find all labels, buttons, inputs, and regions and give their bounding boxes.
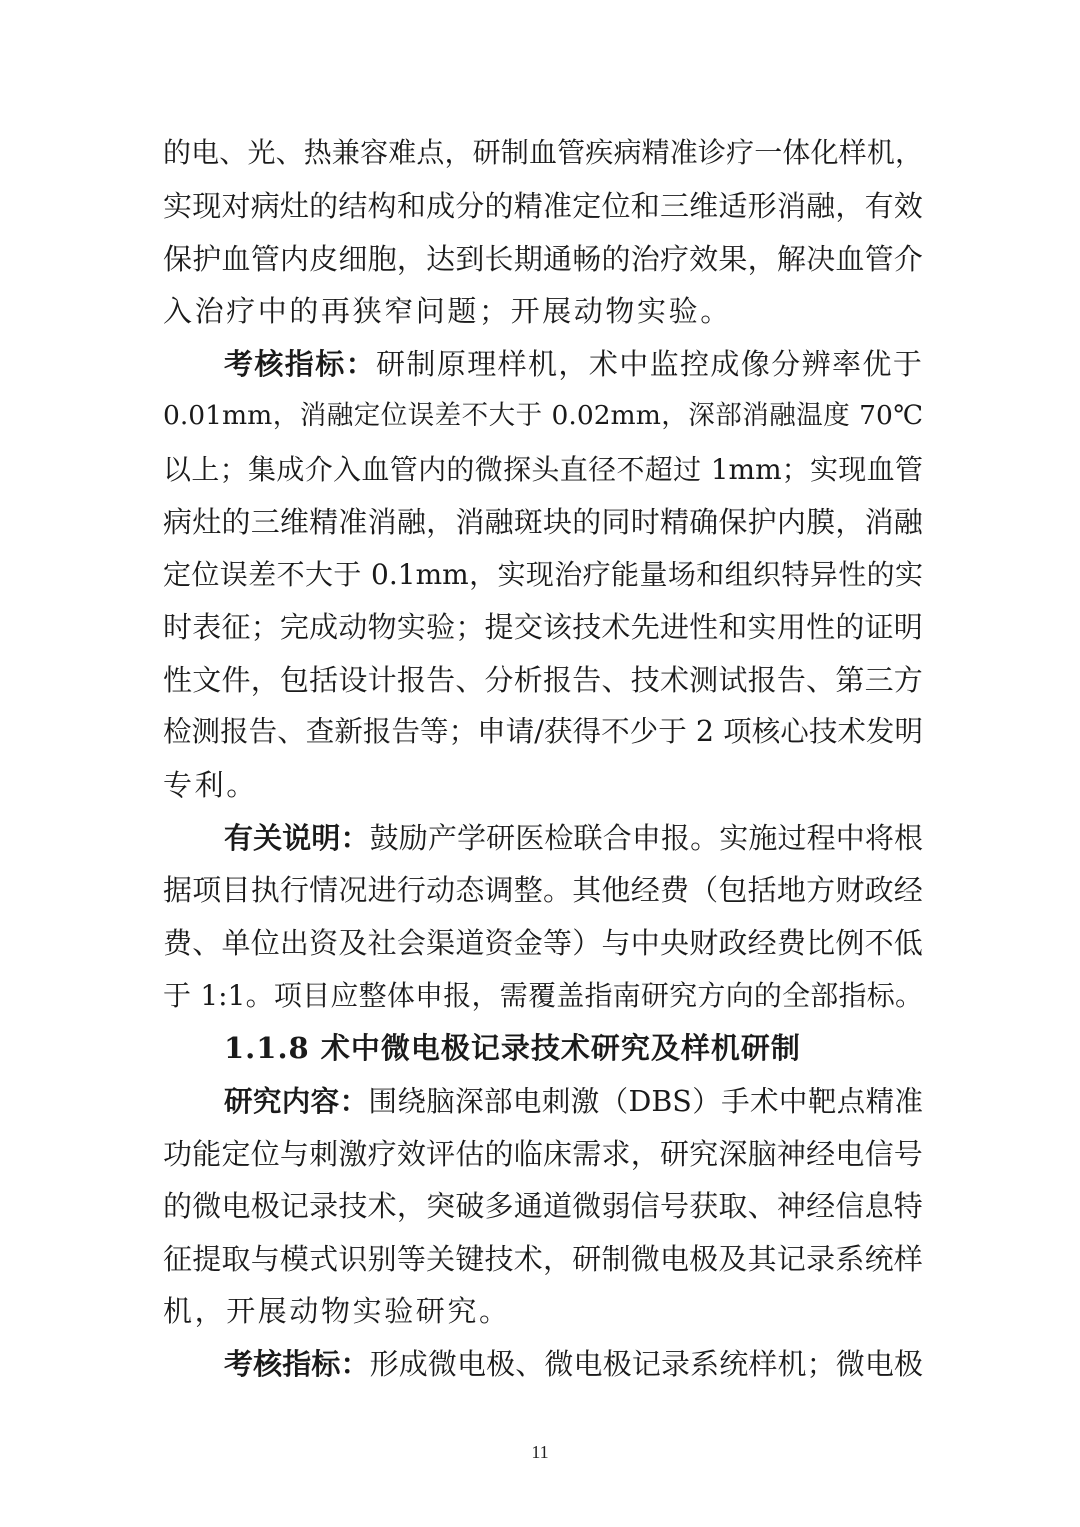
paragraph-line: 入治疗中的再狭窄问题；开展动物实验。 — [163, 294, 732, 328]
research-line: 机，开展动物实验研究。 — [163, 1294, 511, 1328]
assessment-line: 定位误差不大于 0.1mm，实现治疗能量场和组织特异性的实 — [163, 558, 923, 591]
assessment-line: 时表征；完成动物实验；提交该技术先进性和实用性的证明 — [163, 610, 923, 644]
paragraph-line: 保护血管内皮细胞，达到长期通畅的治疗效果，解决血管介 — [163, 242, 923, 276]
notes-text: 鼓励产学研医检联合申报。实施过程中将根 — [369, 821, 923, 855]
notes-line: 费、单位出资及社会渠道资金等）与中央财政经费比例不低 — [163, 926, 923, 960]
assessment-line: 0.01mm，消融定位误差不大于 0.02mm，深部消融温度 70℃ — [163, 400, 923, 431]
assessment-line: 病灶的三维精准消融，消融斑块的同时精确保护内膜，消融 — [163, 505, 923, 539]
section-heading: 1.1.8 术中微电极记录技术研究及样机研制 — [224, 1031, 801, 1065]
page-number: 11 — [531, 1442, 549, 1462]
research-text: 围绕脑深部电刺激（DBS）手术中靶点精准 — [368, 1085, 923, 1118]
research-label: 研究内容： — [224, 1084, 369, 1118]
research-line: 的微电极记录技术，突破多通道微弱信号获取、神经信息特 — [163, 1189, 923, 1223]
paragraph-line: 实现对病灶的结构和成分的精准定位和三维适形消融，有效 — [163, 189, 923, 223]
assessment-line: 性文件，包括设计报告、分析报告、技术测试报告、第三方 — [163, 663, 923, 697]
assessment-2-first-line — [224, 1347, 923, 1381]
research-line: 征提取与模式识别等关键技术，研制微电极及其记录系统样 — [163, 1242, 923, 1276]
assessment-line: 检测报告、查新报告等；申请/获得不少于 2 项核心技术发明 — [163, 715, 923, 748]
assessment-line: 专利。 — [163, 768, 258, 802]
assessment-2-text: 形成微电极、微电极记录系统样机；微电极 — [369, 1347, 923, 1381]
assessment-first-line — [224, 347, 924, 381]
notes-label: 有关说明： — [224, 821, 370, 855]
paragraph-line: 的电、光、热兼容难点，研制血管疾病精准诊疗一体化样机， — [163, 136, 923, 169]
notes-first-line — [224, 821, 923, 855]
notes-line: 于 1:1。项目应整体申报，需覆盖指南研究方向的全部指标。 — [163, 979, 923, 1012]
assessment-text: 研制原理样机，术中监控成像分辨率优于 — [376, 347, 924, 381]
assessment-line: 以上；集成介入血管内的微探头直径不超过 1mm；实现血管 — [163, 453, 923, 486]
research-line: 功能定位与刺激疗效评估的临床需求，研究深脑神经电信号 — [163, 1137, 923, 1171]
notes-line: 据项目执行情况进行动态调整。其他经费（包括地方财政经 — [163, 873, 923, 907]
assessment-2-label: 考核指标： — [224, 1347, 370, 1381]
assessment-label: 考核指标： — [224, 347, 377, 381]
research-first-line — [224, 1084, 923, 1118]
